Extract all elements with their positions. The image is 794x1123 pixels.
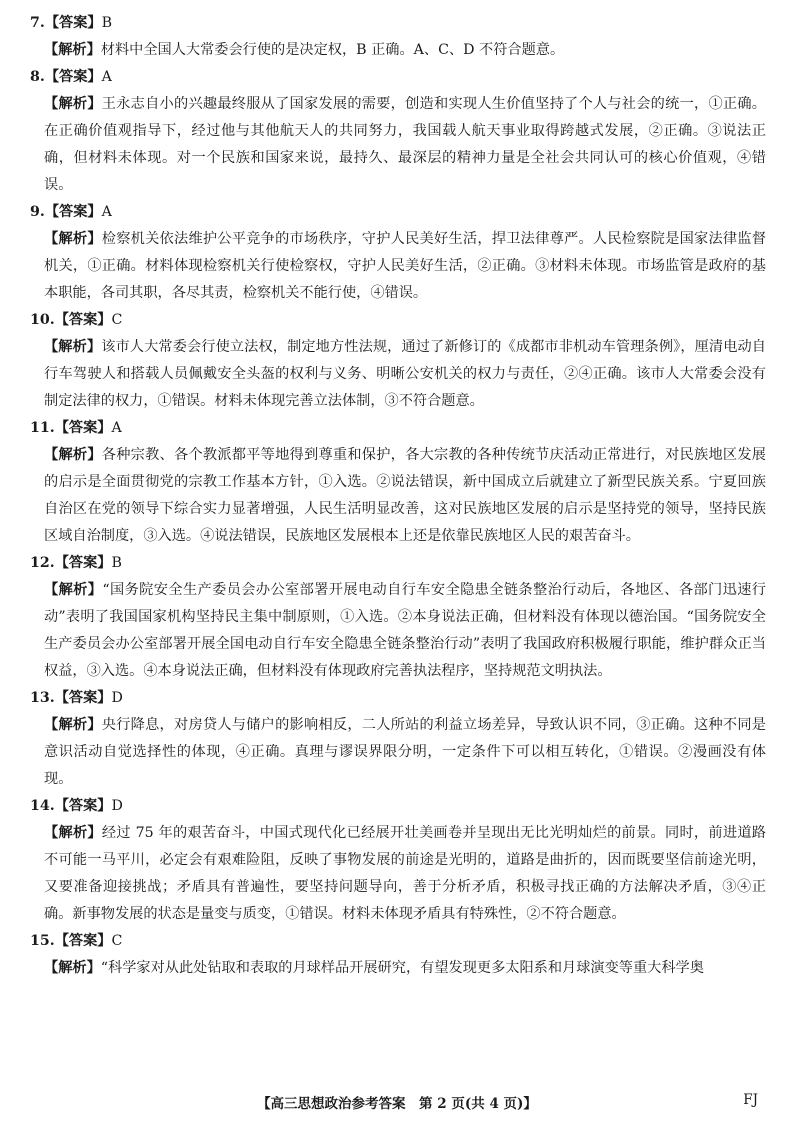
analysis-text: 经过 75 年的艰苦奋斗，中国式现代化已经展开壮美画卷并呈现出无比光明灿烂的前景。同时，前进道路不可能一马平川，必定会有艰难险阻，反映了事物发展的前途是光明的，道路是曲折的，因而既要坚信前途光明，又要准备迎接挑战；矛盾具有普遍性，要坚持问题导向，善于分析矛盾，积极寻找正确的方法解决矛盾，③④正确。新事物发展的状态是量变与质变，①错误。材料未体现矛盾具有特殊性，②不符合题意。 — [44, 825, 766, 922]
answer-list — [30, 10, 766, 982]
answer-item-15 — [30, 928, 766, 982]
question-number: 15. — [30, 933, 55, 949]
answer-item-9 — [30, 199, 766, 307]
analysis-line — [44, 226, 766, 307]
analysis-tag: 【解析】 — [44, 96, 102, 112]
analysis-line — [44, 820, 766, 928]
answer-item-8 — [30, 64, 766, 199]
analysis-line — [44, 577, 766, 685]
answer-tag: 【答案】 — [54, 312, 112, 328]
analysis-line — [44, 91, 766, 199]
answer-tag: 【答案】 — [54, 690, 112, 706]
question-number: 14. — [30, 798, 55, 814]
analysis-tag: 【解析】 — [44, 231, 102, 247]
answer-tag: 【答案】 — [44, 204, 102, 220]
answer-line — [30, 307, 766, 334]
analysis-line — [44, 37, 766, 64]
answer-line — [30, 793, 766, 820]
answer-tag: 【答案】 — [54, 933, 112, 949]
question-number: 8. — [30, 69, 45, 85]
analysis-text: 检察机关依法维护公平竞争的市场秩序，守护人民美好生活，捍卫法律尊严。人民检察院是国家法律监督机关，①正确。材料体现检察机关行使检察权，守护人民美好生活，②正确。③材料未体现。市场监管是政府的基本职能，各司其职，各尽其责，检察机关不能行使，④错误。 — [44, 231, 766, 301]
question-number: 12. — [30, 555, 55, 571]
answer-letter: C — [111, 312, 123, 328]
analysis-text: 央行降息，对房贷人与储户的影响相反，二人所站的利益立场差异，导致认识不同，③正确。这种不同是意识活动自觉选择性的体现，④正确。真理与谬误界限分明，一定条件下可以相互转化，①错误。②漫画没有体现。 — [44, 717, 766, 787]
footer-page-info: 【高三思想政治参考答案 第 2 页(共 4 页)】 — [257, 1096, 537, 1112]
analysis-tag: 【解析】 — [44, 825, 102, 841]
question-number: 9. — [30, 204, 45, 220]
analysis-line — [44, 955, 766, 982]
answer-letter: A — [111, 420, 122, 436]
analysis-line — [44, 334, 766, 415]
footer-region-code: FJ — [743, 1092, 758, 1108]
answer-letter: C — [111, 933, 123, 949]
answer-letter: B — [111, 555, 122, 571]
answer-letter: B — [101, 15, 113, 31]
analysis-text: 材料中全国人大常委会行使的是决定权，B 正确。A、C、D 不符合题意。 — [100, 42, 565, 58]
analysis-tag: 【解析】 — [44, 960, 101, 976]
analysis-text: “国务院安全生产委员会办公室部署开展电动自行车安全隐患全链条整治行动后，各地区、各部门迅速行动”表明了我国国家机构坚持民主集中制原则，①入选。②本身说法正确，但材料没有体现以德治国。“国务院安全生产委员会办公室部署开展全国电动自行车安全隐患全链条整治行动”表明了我国政府积极履行职能，维护群众正当权益，③入选。④本身说法正确，但材料没有体现政府完善执法程序，坚持规范文明执法。 — [44, 582, 766, 679]
answer-item-11 — [30, 415, 766, 550]
answer-line — [30, 685, 766, 712]
answer-line — [30, 10, 766, 37]
answer-letter: A — [101, 204, 112, 220]
answer-tag: 【答案】 — [54, 798, 112, 814]
answer-tag: 【答案】 — [44, 15, 102, 31]
answer-tag: 【答案】 — [44, 69, 102, 85]
answer-item-7 — [30, 10, 766, 64]
question-number: 7. — [30, 15, 45, 31]
answer-letter: D — [111, 690, 123, 706]
analysis-text: 该市人大常委会行使立法权，制定地方性法规，通过了新修订的《成都市非机动车管理条例》，厘清电动自行车驾驶人和搭载人员佩戴安全头盔的权利与义务、明晰公安机关的权力与责任，②④正确。该市人大常委会没有制定法律的权力，①错误。材料未体现完善立法体制，③不符合题意。 — [44, 339, 766, 409]
analysis-tag: 【解析】 — [44, 42, 101, 58]
analysis-tag: 【解析】 — [44, 717, 102, 733]
answer-item-10 — [30, 307, 766, 415]
analysis-line — [44, 442, 766, 550]
analysis-text: 各种宗教、各个教派都平等地得到尊重和保护，各大宗教的各种传统节庆活动正常进行，对民族地区发展的启示是全面贯彻党的宗教工作基本方针，①入选。②说法错误，新中国成立后就建立了新型民族关系。宁夏回族自治区在党的领导下综合实力显著增强，人民生活明显改善，这对民族地区发展的启示是坚持党的领导，坚持民族区域自治制度，③入选。④说法错误，民族地区发展根本上还是依靠民族地区人民的艰苦奋斗。 — [44, 447, 766, 544]
answer-tag: 【答案】 — [54, 555, 112, 571]
answer-item-14 — [30, 793, 766, 928]
answer-item-12 — [30, 550, 766, 685]
question-number: 11. — [30, 420, 55, 436]
answer-line — [30, 550, 766, 577]
page-footer — [0, 1092, 794, 1114]
answer-item-13 — [30, 685, 766, 793]
analysis-tag: 【解析】 — [44, 447, 102, 463]
analysis-text: 王永志自小的兴趣最终服从了国家发展的需要，创造和实现人生价值坚持了个人与社会的统一，①正确。在正确价值观指导下，经过他与其他航天人的共同努力，我国载人航天事业取得跨越式发展，②正确。③说法正确，但材料未体现。对一个民族和国家来说，最持久、最深层的精神力量是全社会共同认可的核心价值观，④错误。 — [44, 96, 766, 193]
answer-line — [30, 199, 766, 226]
analysis-line — [44, 712, 766, 793]
analysis-tag: 【解析】 — [44, 582, 103, 598]
answer-tag: 【答案】 — [54, 420, 112, 436]
question-number: 13. — [30, 690, 55, 706]
answer-letter: D — [111, 798, 123, 814]
answer-letter: A — [101, 69, 112, 85]
answer-line — [30, 64, 766, 91]
question-number: 10. — [30, 312, 55, 328]
analysis-tag: 【解析】 — [44, 339, 102, 355]
analysis-text: “科学家对从此处钻取和表取的月球样品开展研究，有望发现更多太阳系和月球演变等重大科学奥 — [100, 960, 704, 976]
answer-line — [30, 928, 766, 955]
answer-line — [30, 415, 766, 442]
